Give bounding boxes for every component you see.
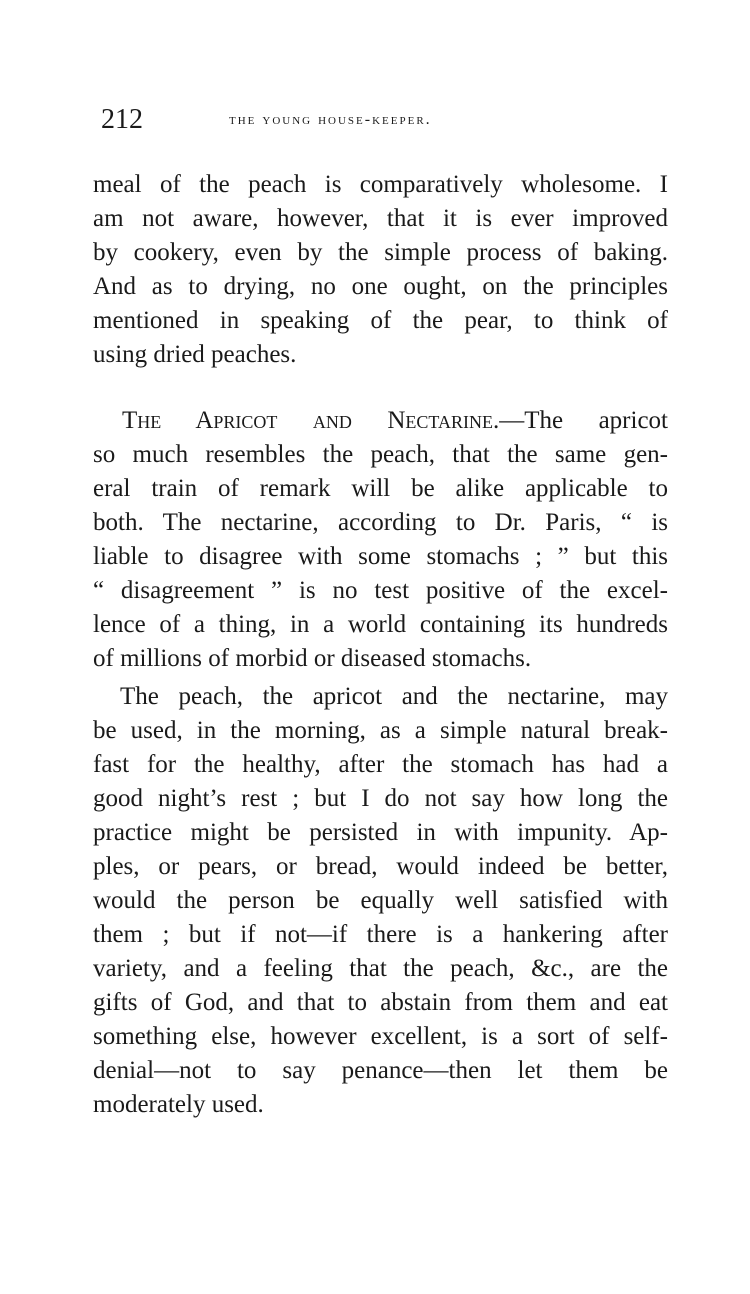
text-line: practice might be persisted in with impunity. Ap- bbox=[93, 819, 668, 846]
running-title: the young house-keeper. bbox=[229, 111, 432, 128]
text-line: And as to drying, no one ought, on the principles bbox=[93, 273, 668, 300]
text-line: liable to disagree with some stomachs ; ” but this bbox=[93, 543, 668, 570]
text-line: ples, or pears, or bread, would indeed be better, bbox=[93, 853, 668, 880]
text-line: them ; but if not—if there is a hankering after bbox=[93, 921, 668, 948]
text-line: denial—not to say penance—then let them be bbox=[93, 1057, 668, 1084]
text-line-with-heading bbox=[122, 404, 668, 438]
text-line: be used, in the morning, as a simple natural break- bbox=[93, 717, 668, 744]
text-line: by cookery, even by the simple process of baking. bbox=[93, 239, 668, 266]
text-line: —The apricot bbox=[499, 407, 668, 434]
text-line: mentioned in speaking of the pear, to think of bbox=[93, 307, 668, 334]
section-heading: The Apricot and Nectarine. bbox=[122, 407, 500, 434]
text-line: am not aware, however, that it is ever improved bbox=[93, 205, 668, 232]
text-line: would the person be equally well satisfied with bbox=[93, 887, 668, 914]
text-line: lence of a thing, in a world containing its hundreds bbox=[93, 611, 668, 638]
text-line: meal of the peach is comparatively wholesome. I bbox=[93, 171, 668, 198]
text-line: variety, and a feeling that the peach, &c., are the bbox=[93, 955, 668, 982]
text-line: something else, however excellent, is a sort of self- bbox=[93, 1023, 668, 1050]
text-line: good night’s rest ; but I do not say how long the bbox=[93, 785, 668, 812]
text-line: using dried peaches. bbox=[93, 341, 297, 368]
text-line: “ disagreement ” is no test positive of the excel- bbox=[93, 577, 668, 604]
running-head bbox=[101, 102, 661, 138]
text-line: so much resembles the peach, that the same gen- bbox=[93, 441, 668, 468]
text-line: both. The nectarine, according to Dr. Paris, “ is bbox=[93, 509, 668, 536]
text-line: gifts of God, and that to abstain from them and eat bbox=[93, 989, 668, 1016]
text-line: of millions of morbid or diseased stomachs. bbox=[93, 645, 532, 672]
text-line: fast for the healthy, after the stomach has had a bbox=[93, 751, 668, 778]
text-line: The peach, the apricot and the nectarine, may bbox=[120, 683, 668, 710]
page-number: 212 bbox=[101, 104, 143, 135]
text-line: eral train of remark will be alike applicable to bbox=[93, 475, 668, 502]
text-line: moderately used. bbox=[93, 1091, 264, 1118]
